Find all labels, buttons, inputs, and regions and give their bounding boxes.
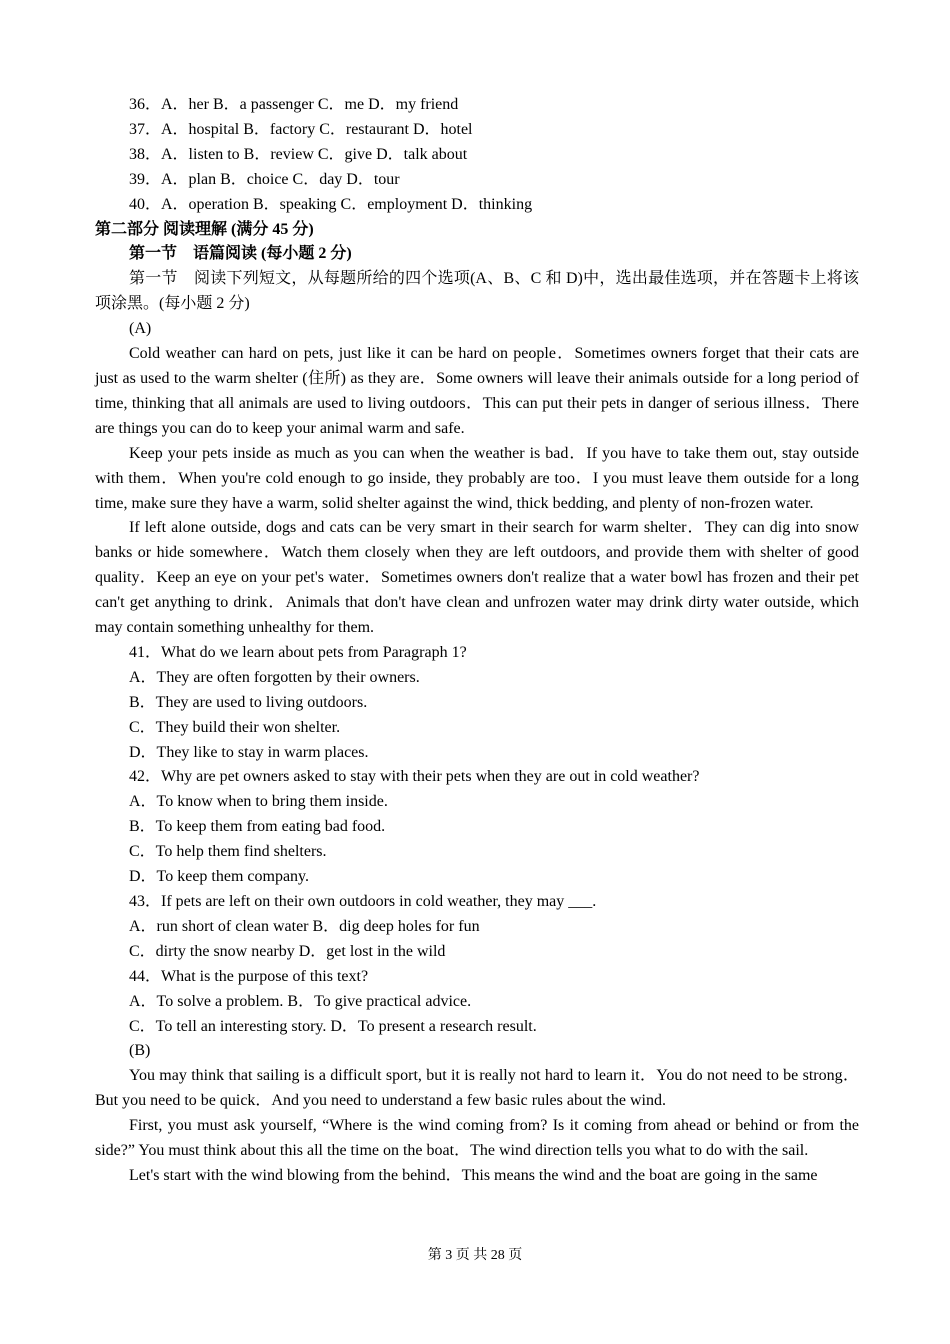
page-footer: 第 3 页 共 28 页 (427, 1248, 523, 1263)
part-title: 第二部分 阅读理解 (满分 45 分) (95, 220, 314, 238)
cloze-item-40: 40．A．operation B．speaking C．employment D．thinking (129, 195, 533, 213)
passage-b-label: (B) (129, 1042, 151, 1060)
document-page (95, 93, 859, 1189)
question-43-options-cd: C．dirty the snow nearby D．get lost in the wild (129, 942, 446, 960)
question-41-option-b: B．They are used to living outdoors. (129, 693, 368, 711)
cloze-item-39: 39．A．plan B．choice C．day D．tour (129, 170, 400, 188)
question-43-options-ab: A．run short of clean water B．dig deep holes for fun (129, 917, 480, 935)
passage-b-paragraph-1: You may think that sailing is a difficult sport, but it is really not hard to learn it．You do not need to be strong．But you need to be quick．And you need to understand a few basic rules about the wind. (95, 1067, 859, 1110)
question-44: 44．What is the purpose of this text? (129, 967, 369, 985)
passage-a-paragraph-1: Cold weather can hard on pets, just like it can be hard on people．Sometimes owners forget that their cats are just as used to the warm shelter (住所) as they are．Some owners will leave their animals outside for a long period of time, thinking that all animals are used to living outdoors．This can put their pets in danger of serious illness．There are things you can do to keep your animal warm and safe. (95, 345, 859, 437)
question-44-options-ab: A．To solve a problem. B．To give practical advice. (129, 992, 472, 1010)
question-42-option-b: B．To keep them from eating bad food. (129, 818, 386, 836)
passage-b-paragraph-3: Let's start with the wind blowing from the behind．This means the wind and the boat are going in the same (129, 1166, 818, 1184)
question-42-option-a: A．To know when to bring them inside. (129, 793, 388, 811)
passage-a-paragraph-2: Keep your pets inside as much as you can when the weather is bad．If you have to take them out, stay outside with them．When you're cold enough to go inside, they probably are too．I you must leave them outside for a long time, make sure they have a warm, solid shelter against the wind, thick bedding, and plenty of non-frozen water. (95, 444, 859, 512)
cloze-item-38: 38．A．listen to B．review C．give D．talk about (129, 145, 468, 163)
question-42-option-c: C．To help them find shelters. (129, 843, 327, 861)
question-41-option-d: D．They like to stay in warm places. (129, 743, 369, 761)
question-43: 43．If pets are left on their own outdoors in cold weather, they may ___. (129, 893, 597, 910)
question-44-options-cd: C．To tell an interesting story. D．To present a research result. (129, 1017, 537, 1035)
cloze-item-36: 36．A．her B．a passenger C．me D．my friend (129, 96, 459, 113)
section-title: 第一节 语篇阅读 (每小题 2 分) (129, 245, 352, 263)
passage-a-label: (A) (129, 320, 152, 338)
question-42-option-d: D．To keep them company. (129, 868, 310, 886)
question-42: 42．Why are pet owners asked to stay with their pets when they are out in cold weather? (129, 768, 700, 786)
passage-b-paragraph-2: First, you must ask yourself, “Where is the wind coming from? Is it coming from ahead or behind or from the side?” You must think about this all the time on the boat．The wind direction tells you what to do with the sail. (95, 1117, 859, 1160)
section-instruction: 第一节 阅读下列短文，从每题所给的四个选项(A、B、C 和 D)中，选出最佳选项，并在答题卡上将该项涂黑。(每小题 2 分) (95, 270, 859, 313)
question-41: 41．What do we learn about pets from Paragraph 1? (129, 643, 467, 661)
passage-a-paragraph-3: If left alone outside, dogs and cats can be very smart in their search for warm shelter．They can dig into snow banks or hide somewhere．Watch them closely when they are left outdoors, and provide them with shelter of good quality．Keep an eye on your pet's water．Sometimes owners don't realize that a water bowl has frozen and their pet can't get anything to drink．Animals that don't have clean and unfrozen water may drink dirty water outside, which may contain something unhealthy for them. (95, 519, 859, 637)
question-41-option-a: A．They are often forgotten by their owners. (129, 668, 420, 686)
question-41-option-c: C．They build their won shelter. (129, 718, 341, 736)
cloze-item-37: 37．A．hospital B．factory C．restaurant D．hotel (129, 120, 473, 138)
